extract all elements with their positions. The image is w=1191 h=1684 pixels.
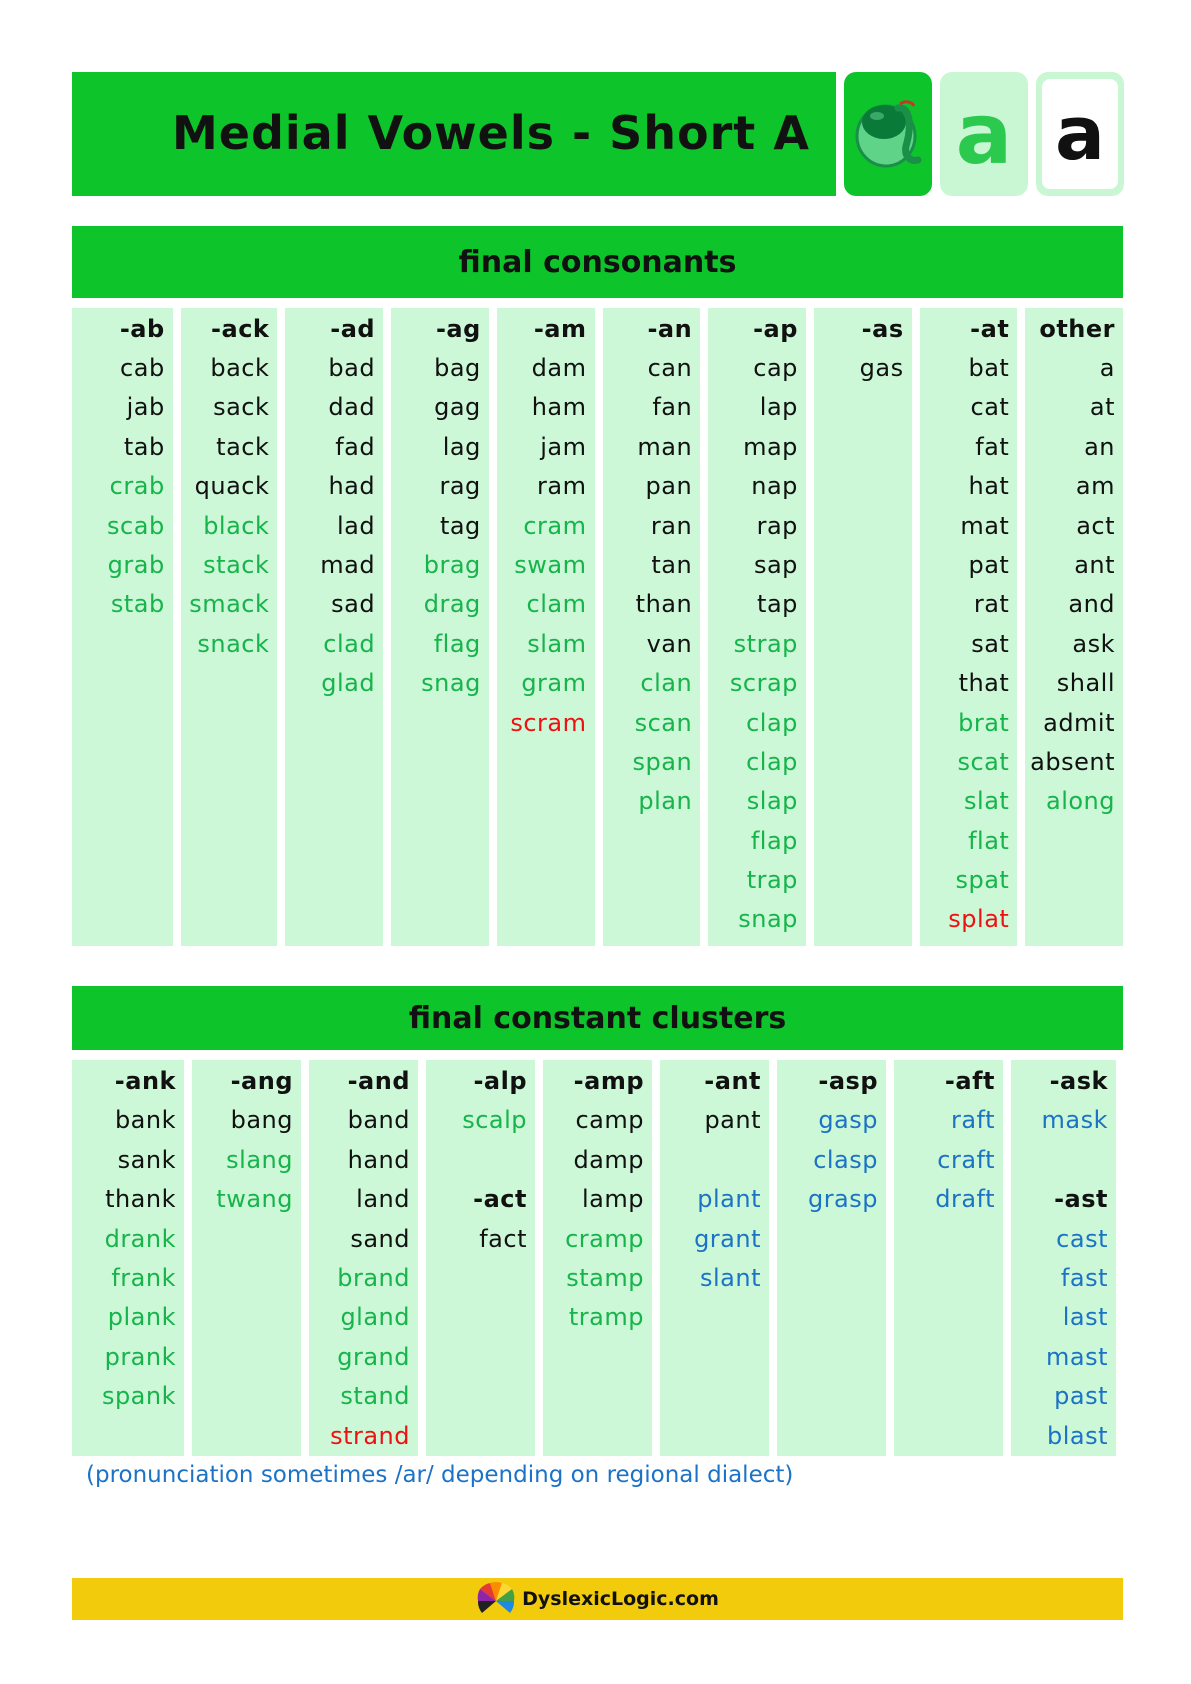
final-clusters-table [72, 1060, 1123, 1456]
word-item: man [637, 432, 693, 461]
letter-a-black: a [1055, 91, 1105, 177]
word-item: smack [189, 590, 270, 619]
word-item: glad [321, 669, 376, 698]
cluster-column [894, 1060, 1003, 1456]
column-ab-words [72, 308, 173, 946]
word-item: pant [704, 1106, 761, 1135]
word-item: sat [971, 629, 1010, 658]
column-header: other [1039, 315, 1116, 343]
word-item: rag [439, 472, 481, 501]
column-header: -asp [818, 1067, 878, 1095]
column-header: -ap [753, 315, 798, 343]
word-item: cramp [565, 1224, 644, 1253]
word-item: crab [109, 472, 165, 501]
cluster-column [72, 1060, 184, 1456]
title-banner [72, 72, 836, 196]
word-item: black [203, 511, 270, 540]
word-item: flap [750, 826, 798, 855]
word-item: grasp [807, 1185, 878, 1214]
word-item: back [210, 354, 270, 382]
column-header: -an [647, 315, 693, 343]
word-item: brag [423, 550, 481, 579]
cluster-column [192, 1060, 301, 1456]
word-item: lad [336, 511, 376, 540]
word-item: prank [104, 1342, 176, 1371]
column-header: -ant [704, 1067, 761, 1095]
column-header: -as [861, 315, 904, 343]
section-header-final-consonants: final consonants [72, 226, 1123, 298]
word-item: clasp [813, 1145, 878, 1174]
dialect-note: (pronunciation sometimes /ar/ depending on regional dialect) [86, 1462, 794, 1488]
word-item: sack [213, 393, 270, 422]
cluster-column [1011, 1060, 1116, 1456]
column-header: -ask [1049, 1067, 1108, 1095]
word-item: mask [1041, 1106, 1108, 1135]
word-item: stab [110, 590, 165, 619]
word-item: pan [645, 472, 693, 501]
word-item: ant [1074, 550, 1116, 579]
word-item: tag [439, 511, 481, 540]
column-an-words [603, 308, 701, 946]
word-item: rat [973, 590, 1010, 619]
word-item: brat [958, 708, 1010, 737]
word-item: gland [340, 1303, 410, 1332]
column-ack-words [181, 308, 278, 946]
word-item: admit [1043, 708, 1116, 737]
word-item: snag [421, 669, 481, 698]
column-header: -amp [573, 1067, 644, 1095]
word-item: hand [347, 1145, 410, 1174]
word-item: tack [216, 432, 270, 461]
word-item: fast [1060, 1263, 1108, 1292]
word-item: nap [751, 472, 798, 501]
word-item: brand [337, 1263, 410, 1292]
word-item: fat [975, 432, 1010, 461]
column-ag-words [391, 308, 489, 946]
column-header: -ast [1054, 1185, 1108, 1214]
column-header: -ag [435, 315, 481, 343]
column-header: -ad [330, 315, 376, 343]
word-item: clan [640, 669, 693, 698]
word-item: gasp [818, 1106, 878, 1135]
footer-bar [72, 1578, 1123, 1620]
word-item: swam [514, 550, 587, 579]
word-item: sad [331, 590, 376, 619]
word-item: had [328, 472, 376, 501]
word-item: along [1046, 787, 1116, 816]
word-item: land [356, 1185, 410, 1214]
word-item: van [646, 629, 693, 658]
word-item: mad [320, 550, 376, 579]
column-header: -and [347, 1067, 410, 1095]
word-item: plant [697, 1185, 761, 1214]
word-item: gag [434, 393, 481, 422]
column-header: -ank [114, 1067, 176, 1095]
word-item [660, 1141, 761, 1180]
word-item: fad [335, 432, 376, 461]
word-item: past [1054, 1382, 1108, 1411]
column-header: -act [473, 1185, 527, 1214]
letter-tile-green [940, 72, 1028, 196]
word-item: am [1075, 472, 1116, 501]
word-item: ran [650, 511, 693, 540]
column-ap-words [708, 308, 806, 946]
word-item: damp [573, 1145, 644, 1174]
color-wheel-icon [476, 1581, 516, 1617]
word-item: draft [935, 1185, 995, 1214]
word-item: cat [970, 393, 1010, 422]
column-header: -am [533, 315, 587, 343]
word-item: tab [123, 432, 165, 461]
word-item: fan [652, 393, 693, 422]
word-item: drag [423, 590, 481, 619]
word-item: strap [733, 629, 798, 658]
word-item: stack [203, 550, 270, 579]
cluster-column [543, 1060, 652, 1456]
word-item: ask [1072, 629, 1116, 658]
word-item: band [347, 1106, 410, 1135]
word-item: map [743, 432, 798, 461]
word-item: scalp [462, 1106, 527, 1135]
word-item: dam [531, 354, 587, 382]
word-item: cast [1056, 1224, 1108, 1253]
word-item: can [647, 354, 693, 382]
apple-a-icon [848, 86, 928, 182]
word-item [426, 1141, 527, 1180]
word-item: lag [442, 432, 481, 461]
word-item: frank [111, 1263, 176, 1292]
word-item: sank [117, 1145, 176, 1174]
word-item: jam [540, 432, 587, 461]
column-other-words [1025, 308, 1123, 946]
word-item: raft [950, 1106, 995, 1135]
word-item: flag [433, 629, 481, 658]
word-item: rap [756, 511, 798, 540]
word-item: slap [746, 787, 798, 816]
word-item: absent [1030, 747, 1116, 776]
word-item: spank [101, 1382, 176, 1411]
word-item: tap [757, 590, 798, 619]
column-ad-words [285, 308, 383, 946]
word-item: a [1099, 354, 1116, 382]
word-item: scram [510, 708, 587, 737]
word-item: scan [634, 708, 693, 737]
word-item: sand [350, 1224, 410, 1253]
word-item: snack [197, 629, 270, 658]
column-header: -ang [230, 1067, 293, 1095]
word-item: slang [226, 1145, 293, 1174]
word-item: snap [738, 905, 798, 934]
word-item: twang [216, 1185, 293, 1214]
page-title: Medial Vowels - Short A [172, 106, 810, 160]
word-item: stamp [566, 1263, 644, 1292]
word-item: lamp [582, 1185, 644, 1214]
word-item: ram [537, 472, 587, 501]
word-item: scrap [729, 669, 798, 698]
word-item: plan [638, 787, 693, 816]
word-item: slant [700, 1263, 761, 1292]
word-item: and [1068, 590, 1116, 619]
cluster-column [426, 1060, 535, 1456]
column-am-words [497, 308, 595, 946]
column-at-words [920, 308, 1018, 946]
word-item: camp [575, 1106, 644, 1135]
word-item: act [1076, 511, 1116, 540]
column-as-words [814, 308, 912, 946]
word-item: quack [194, 472, 270, 501]
word-item: bank [114, 1106, 176, 1135]
word-item: cap [753, 354, 798, 382]
word-item: bat [968, 354, 1010, 382]
word-item: an [1084, 432, 1116, 461]
word-item: bad [328, 354, 376, 382]
letter-tile-plain [1036, 72, 1124, 196]
cluster-column [660, 1060, 769, 1456]
word-item: span [632, 747, 693, 776]
word-item: ham [531, 393, 587, 422]
word-item: drank [104, 1224, 176, 1253]
word-item: spat [955, 866, 1010, 895]
word-item: bag [434, 354, 481, 382]
word-item: tan [651, 550, 693, 579]
word-item: sap [753, 550, 798, 579]
word-item: bang [230, 1106, 293, 1135]
word-item: splat [948, 905, 1010, 934]
word-item [1011, 1141, 1108, 1180]
site-name: DyslexicLogic.com [522, 1588, 719, 1610]
column-header: -alp [473, 1067, 527, 1095]
word-item: stand [340, 1382, 410, 1411]
word-item: cab [120, 354, 165, 382]
cluster-column [309, 1060, 418, 1456]
word-item: slat [964, 787, 1010, 816]
column-header: -ack [211, 315, 270, 343]
word-item: dad [328, 393, 376, 422]
word-item: mast [1046, 1342, 1108, 1371]
word-item: clap [746, 747, 798, 776]
word-item: trap [746, 866, 798, 895]
word-item: blast [1046, 1421, 1108, 1450]
word-item: flat [968, 826, 1010, 855]
word-item: clap [746, 708, 798, 737]
word-item: gram [521, 669, 587, 698]
word-item: craft [937, 1145, 995, 1174]
cluster-column [777, 1060, 886, 1456]
word-item: shall [1056, 669, 1116, 698]
word-item: slam [527, 629, 587, 658]
word-item: strand [330, 1421, 410, 1450]
letter-a-green: a [955, 85, 1013, 183]
word-item: scat [957, 747, 1010, 776]
word-item: gas [859, 354, 904, 382]
word-item: grand [337, 1342, 410, 1371]
word-item: tramp [568, 1303, 644, 1332]
word-item: clad [323, 629, 376, 658]
word-item: thank [105, 1185, 176, 1214]
word-item: pat [968, 550, 1010, 579]
word-item: than [635, 590, 693, 619]
column-header: -aft [944, 1067, 995, 1095]
word-item: that [958, 669, 1010, 698]
final-consonants-table [72, 308, 1123, 946]
apple-letter-tile [844, 72, 932, 196]
column-header: -at [970, 315, 1010, 343]
section-header-final-clusters: final constant clusters [72, 986, 1123, 1050]
column-header: -ab [119, 315, 165, 343]
word-item: last [1062, 1303, 1108, 1332]
word-item: scab [107, 511, 165, 540]
word-item: plank [107, 1303, 176, 1332]
word-item: clam [526, 590, 587, 619]
word-item: fact [479, 1224, 527, 1253]
word-item: hat [968, 472, 1010, 501]
word-item: grant [694, 1224, 761, 1253]
word-item: lap [759, 393, 798, 422]
word-item: mat [960, 511, 1010, 540]
word-item: jab [126, 393, 165, 422]
word-item: grab [107, 550, 165, 579]
word-item: cram [523, 511, 587, 540]
word-item: at [1089, 393, 1116, 422]
